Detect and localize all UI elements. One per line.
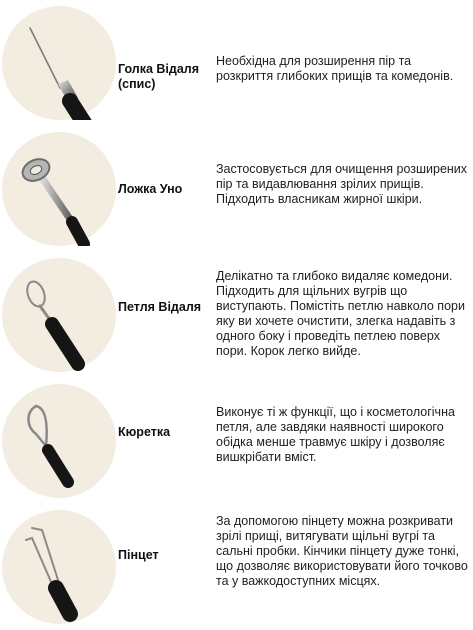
tool-name: Петля Відаля — [118, 300, 202, 314]
tool-description: Необхідна для розширення пір та розкриття глибоких прищів та комедонів. — [216, 54, 454, 83]
tool-image-circle — [2, 258, 116, 372]
spoon-loop-icon — [2, 132, 116, 246]
tool-image-circle — [2, 132, 116, 246]
tool-description: За допомогою пінцету можна розкривати зрілі прищі, витягувати щільні вугрі та сальні пробки. Кінчики пінцету дуже тонкі, що дозволяє використовувати його точково та у важкодоступних місцях. — [216, 514, 468, 588]
needle-icon — [2, 6, 116, 120]
tool-row-spoon — [0, 126, 473, 252]
tool-image-circle — [2, 384, 116, 498]
tool-name: Кюретка — [118, 425, 171, 439]
tool-name: Ложка Уно — [118, 182, 183, 196]
tool-row-tweezers — [0, 504, 473, 630]
tweezers-icon — [2, 510, 116, 624]
tool-name: Голка Відаля (спис) — [118, 62, 200, 91]
tool-description: Делікатно та глибоко видаляє комедони. Підходить для щільних вугрів що виступають. Помістіть петлю навколо пори яку ви хочете очистити, злегка надавіть з одного боку і проведіть петлею поверх пори. Корок легко вийде. — [216, 269, 465, 358]
tool-row-vidal-loop — [0, 252, 473, 378]
tool-description: Виконує ті ж функції, що і косметологічна петля, але завдяки наявності широкого обідка менше травмує шкіру і дозволяє вишкрібати вміст. — [216, 405, 455, 464]
curette-icon — [2, 384, 116, 498]
tool-name: Пінцет — [118, 548, 159, 562]
tool-row-needle — [0, 0, 473, 126]
tool-row-curette — [0, 378, 473, 504]
tool-description: Застосовується для очищення розширених пір та видавлювання зрілих прищів. Підходить власникам жирної шкіри. — [216, 162, 468, 206]
wire-loop-icon — [2, 258, 116, 372]
tool-image-circle — [2, 6, 116, 120]
tool-image-circle — [2, 510, 116, 624]
